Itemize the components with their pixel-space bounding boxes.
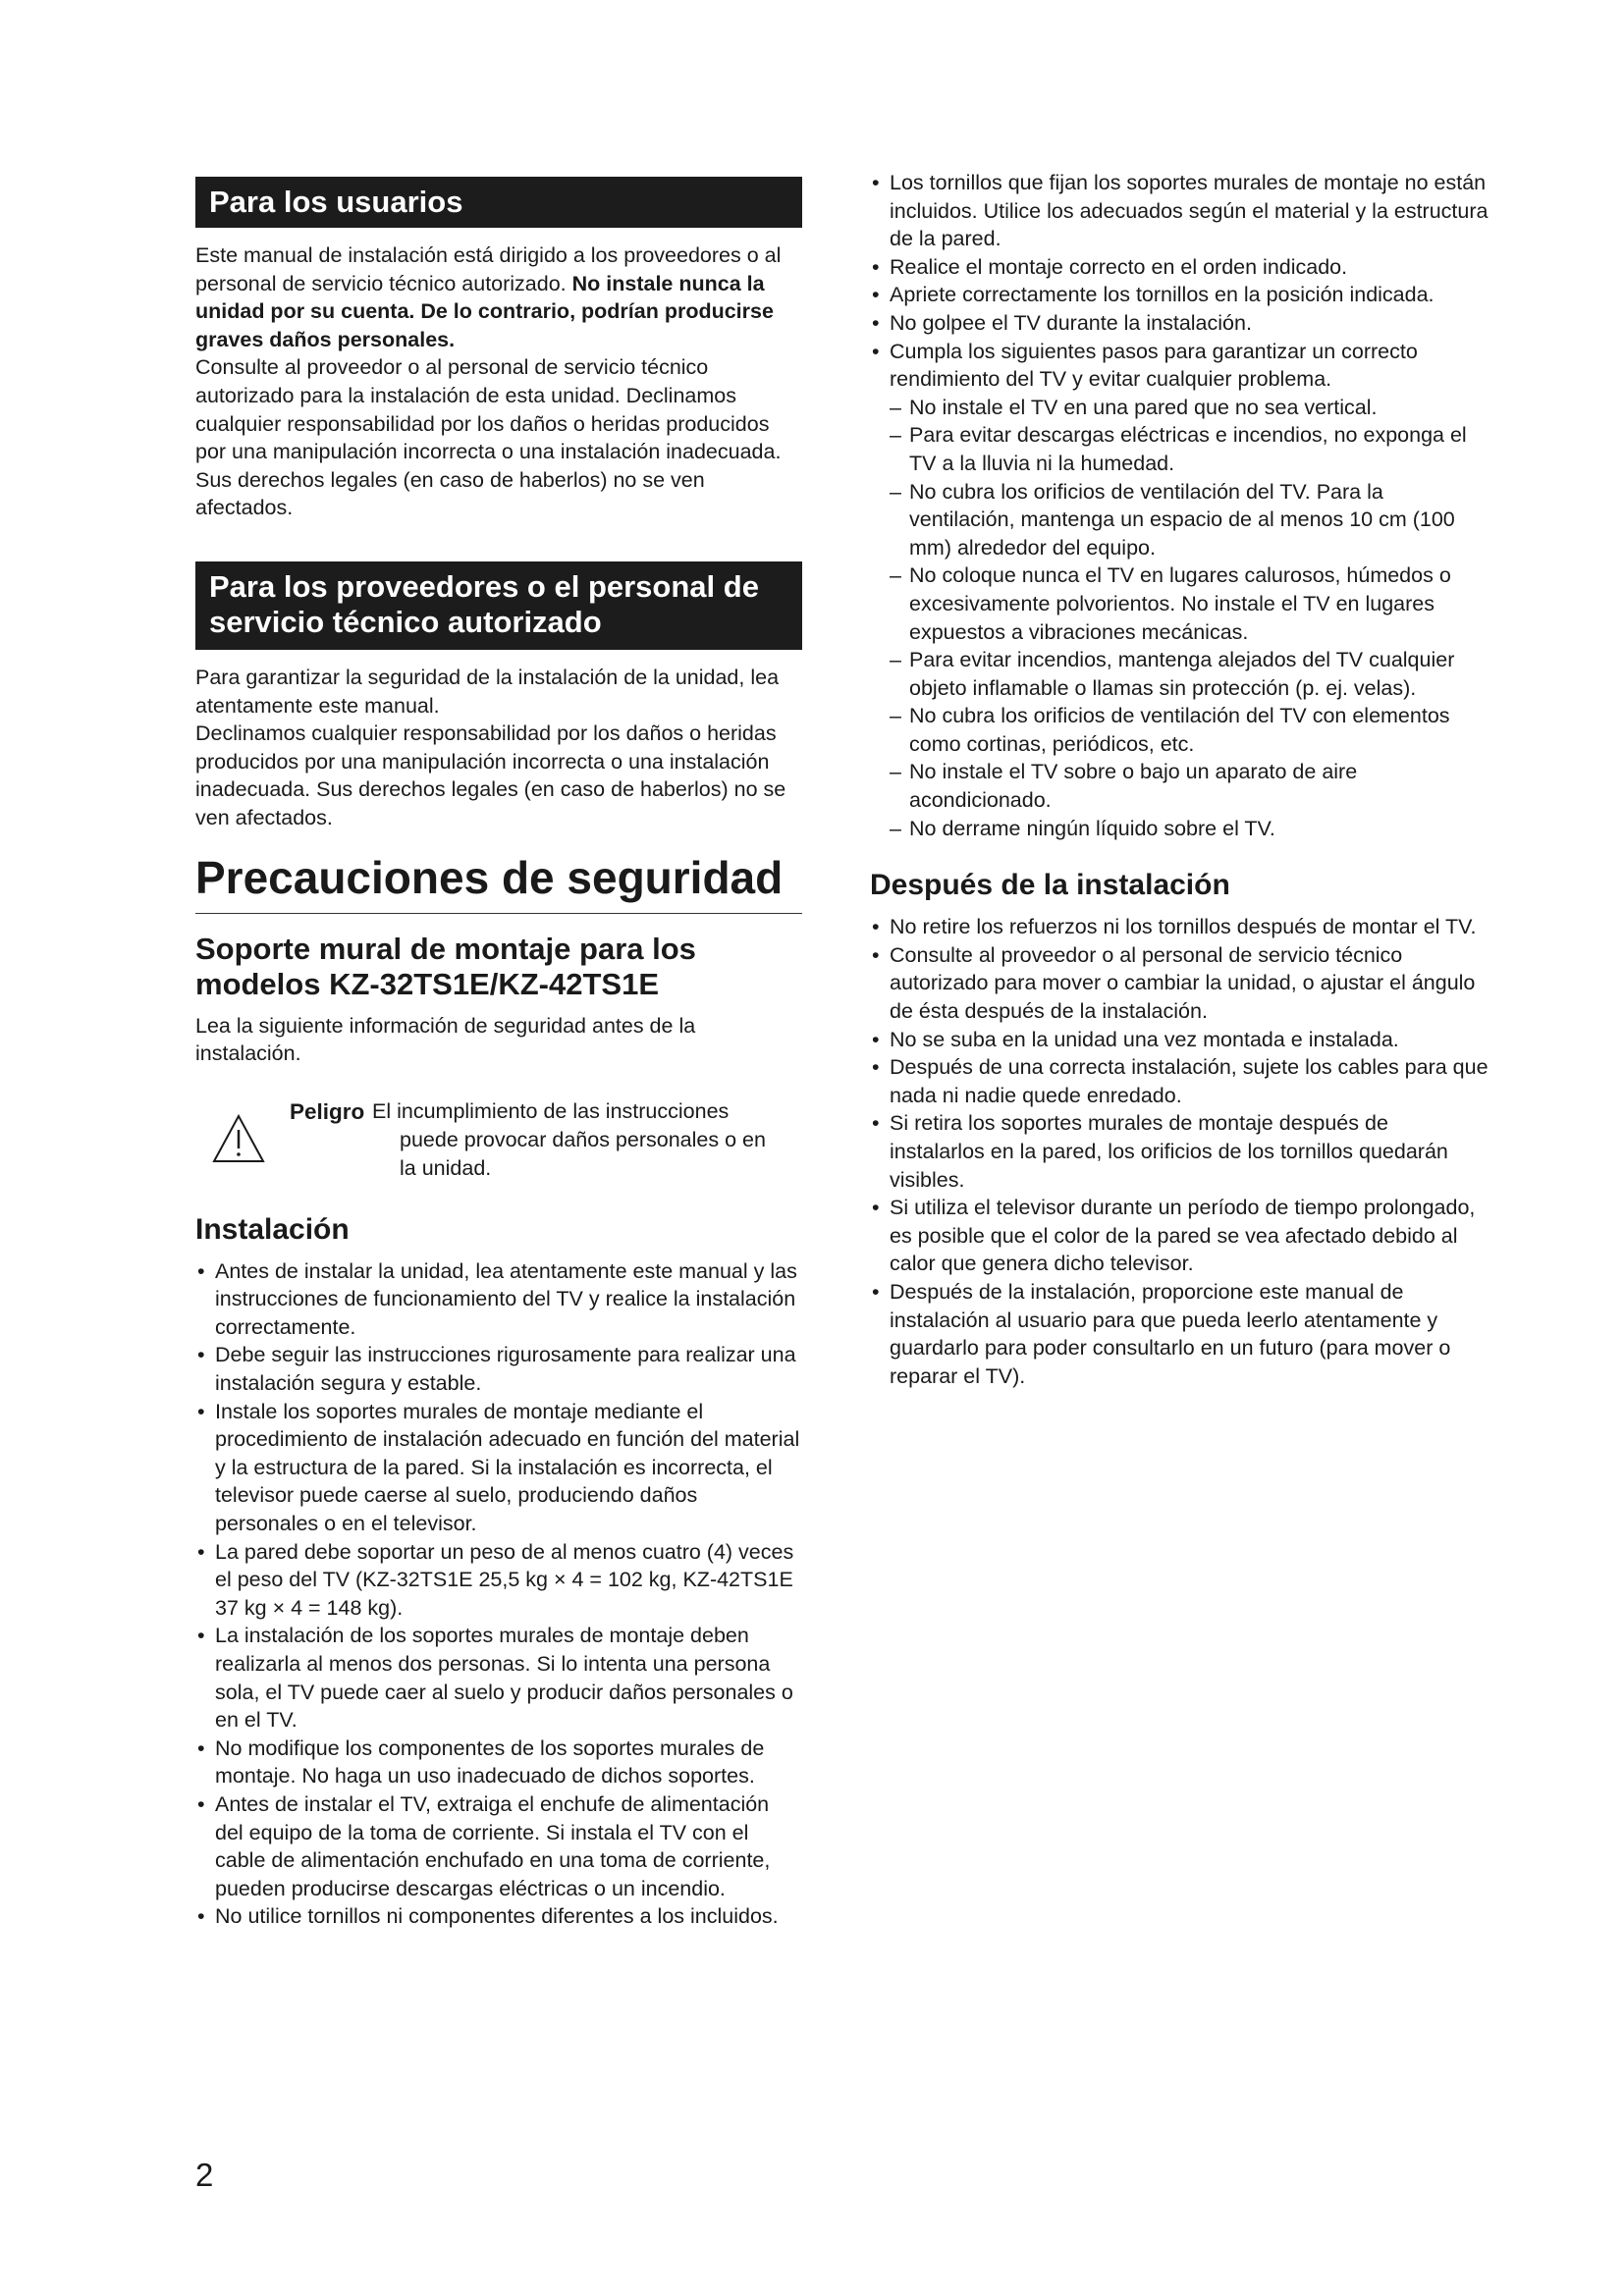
after-installation-list xyxy=(870,913,1489,1390)
sub-list-item: – No derrame ningún líquido sobre el TV. xyxy=(870,815,1489,843)
warning-triangle-icon xyxy=(211,1113,266,1164)
warning-line-1: El incumplimiento de las instrucciones xyxy=(372,1098,730,1123)
sub-list-item: – No cubra los orificios de ventilación del TV con elementos como cortinas, periódicos, etc. xyxy=(870,702,1489,758)
warning-box xyxy=(195,1097,802,1191)
sub-list-item: – No instale el TV en una pared que no sea vertical. xyxy=(870,394,1489,422)
list-item: • Consulte al proveedor o al personal de servicio técnico autorizado para mover o cambiar la unidad, o ajustar el ángulo de ésta después de la instalación. xyxy=(870,941,1489,1026)
left-column xyxy=(195,177,802,1931)
warning-label: Peligro xyxy=(290,1098,365,1124)
list-item: • La instalación de los soportes murales de montaje deben realizarla al menos dos personas. Si lo intenta una persona sola, el TV puede caer al suelo y producir daños personales o en el TV. xyxy=(195,1622,802,1734)
right-column xyxy=(870,169,1489,1390)
list-item: • No utilice tornillos ni componentes diferentes a los incluidos. xyxy=(195,1902,802,1931)
sub-list-item: – Para evitar incendios, mantenga alejados del TV cualquier objeto inflamable o llamas sin protección (p. ej. velas). xyxy=(870,646,1489,702)
warning-line-3: la unidad. xyxy=(400,1155,492,1180)
list-item: • Después de la instalación, proporcione este manual de instalación al usuario para que pueda leerlo atentamente y guardarlo para poder consultarlo en un futuro (para mover o reparar el TV). xyxy=(870,1278,1489,1390)
list-item: • Apriete correctamente los tornillos en la posición indicada. xyxy=(870,281,1489,309)
installation-list xyxy=(195,1257,802,1931)
mount-title: Soporte mural de montaje para los modelos KZ-32TS1E/KZ-42TS1E xyxy=(195,931,696,1001)
users-banner: Para los usuarios xyxy=(195,177,802,228)
installation-title: Instalación xyxy=(195,1212,350,1246)
sub-list-item: – Para evitar descargas eléctricas e incendios, no exponga el TV a la lluvia ni la humedad. xyxy=(870,421,1489,477)
precautions-continued-list xyxy=(870,169,1489,394)
list-item: • Antes de instalar el TV, extraiga el enchufe de alimentación del equipo de la toma de corriente. Si instala el TV con el cable de alimentación enchufado en una toma de corriente, pueden producirse descargas eléctricas o un incendio. xyxy=(195,1790,802,1902)
users-paragraph-2: Consulte al proveedor o al personal de servicio técnico autorizado para la instalación de esta unidad. Declinamos cualquier responsabilidad por los daños o heridas producidos por una manipulación incorrecta o una instalación inadecuada. Sus derechos legales (en caso de haberlos) no se ven afectados. xyxy=(195,355,782,520)
providers-paragraph-2: Declinamos cualquier responsabilidad por los daños o heridas producidos por una manipulación incorrecta o una instalación inadecuada. Sus derechos legales (en caso de haberlos) no se ven afectados. xyxy=(195,721,786,829)
list-item: • Realice el montaje correcto en el orden indicado. xyxy=(870,253,1489,282)
providers-paragraph-1: Para garantizar la seguridad de la instalación de la unidad, lea atentamente este manual. xyxy=(195,665,780,718)
providers-banner: Para los proveedores o el personal de servicio técnico autorizado xyxy=(195,561,802,650)
list-item: • No modifique los componentes de los soportes murales de montaje. No haga un uso inadecuado de dichos soportes. xyxy=(195,1735,802,1790)
list-item: • Los tornillos que fijan los soportes murales de montaje no están incluidos. Utilice los adecuados según el material y la estructura de la pared. xyxy=(870,169,1489,253)
list-item: • Si retira los soportes murales de montaje después de instalarlos en la pared, los orificios de los tornillos quedarán visibles. xyxy=(870,1109,1489,1194)
list-item: • Cumpla los siguientes pasos para garantizar un correcto rendimiento del TV y evitar cualquier problema. xyxy=(870,338,1489,394)
precautions-title: Precauciones de seguridad xyxy=(195,850,802,914)
list-item: • Antes de instalar la unidad, lea atentamente este manual y las instrucciones de funcionamiento del TV y realice la instalación correctamente. xyxy=(195,1257,802,1342)
sub-list-item: – No instale el TV sobre o bajo un aparato de aire acondicionado. xyxy=(870,758,1489,814)
users-warning-bold: No instale nunca la unidad por su cuenta. De lo contrario, podrían producirse graves daños personales. xyxy=(195,271,774,351)
warning-line-2: puede provocar daños personales o en xyxy=(400,1127,766,1151)
list-item: • Si utiliza el televisor durante un período de tiempo prolongado, es posible que el color de la pared se vea afectado debido al calor que genera dicho televisor. xyxy=(870,1194,1489,1278)
mount-intro: Lea la siguiente información de seguridad antes de la instalación. xyxy=(195,1013,696,1066)
list-item: • Debe seguir las instrucciones rigurosamente para realizar una instalación segura y estable. xyxy=(195,1341,802,1397)
users-paragraph-1 xyxy=(195,241,802,353)
sub-steps-list xyxy=(870,394,1489,843)
list-item: • No retire los refuerzos ni los tornillos después de montar el TV. xyxy=(870,913,1489,941)
sub-list-item: – No coloque nunca el TV en lugares calurosos, húmedos o excesivamente polvorientos. No instale el TV en lugares expuestos a vibraciones mecánicas. xyxy=(870,561,1489,646)
list-item: • No se suba en la unidad una vez montada e instalada. xyxy=(870,1026,1489,1054)
warning-text xyxy=(290,1097,810,1183)
sub-list-item: – No cubra los orificios de ventilación del TV. Para la ventilación, mantenga un espacio de al menos 10 cm (100 mm) alrededor del equipo. xyxy=(870,478,1489,562)
after-installation-title: Después de la instalación xyxy=(870,869,1230,902)
list-item: • Instale los soportes murales de montaje mediante el procedimiento de instalación adecuado en función del material y la estructura de la pared. Si la instalación es incorrecta, el televisor puede caerse al suelo, produciendo daños personales o en el televisor. xyxy=(195,1398,802,1538)
list-item: • La pared debe soportar un peso de al menos cuatro (4) veces el peso del TV (KZ-32TS1E 25,5 kg × 4 = 102 kg, KZ-42TS1E 37 kg × 4 = 148 kg). xyxy=(195,1538,802,1623)
list-item: • No golpee el TV durante la instalación. xyxy=(870,309,1489,338)
users-paragraph-1-text: Este manual de instalación está dirigido a los proveedores o al personal de servicio técnico autorizado. xyxy=(195,243,782,295)
list-item: • Después de una correcta instalación, sujete los cables para que nada ni nadie quede enredado. xyxy=(870,1053,1489,1109)
page-number: 2 xyxy=(195,2157,214,2193)
